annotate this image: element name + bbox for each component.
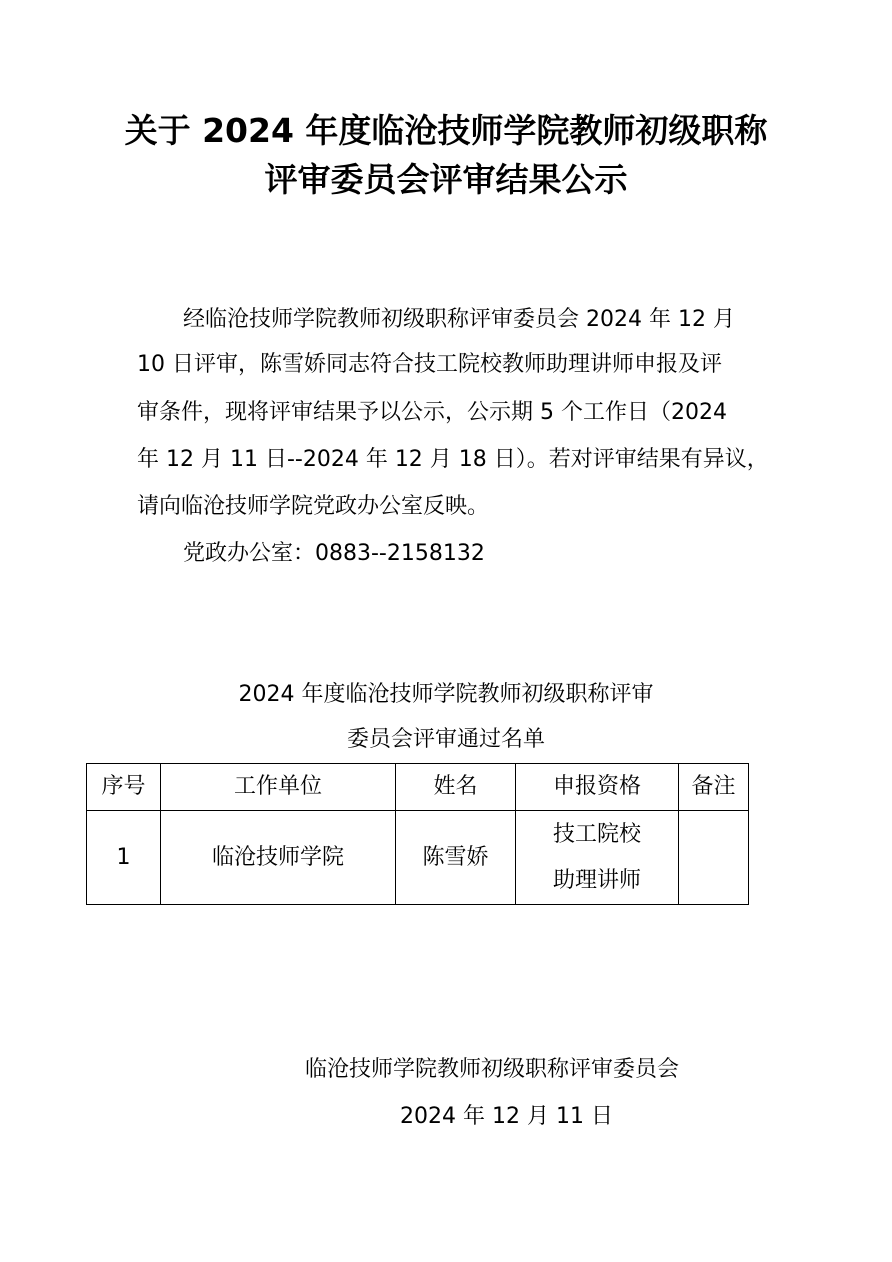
cell-unit: 临沧技师学院: [161, 811, 396, 905]
body-paragraph-line-5: 请向临沧技师学院党政办公室反映。: [137, 494, 490, 519]
header-remark: 备注: [679, 764, 749, 811]
body-paragraph-line-3: 审条件，现将评审结果予以公示，公示期 5 个工作日（2024: [137, 400, 727, 425]
header-qualification: 申报资格: [516, 764, 679, 811]
list-title-line-2: 委员会评审通过名单: [346, 727, 545, 752]
cell-name: 陈雪娇: [396, 811, 516, 905]
signature-organization: 临沧技师学院教师初级职称评审委员会: [305, 1057, 680, 1082]
body-paragraph-line-1: 经临沧技师学院教师初级职称评审委员会 2024 年 12 月: [183, 307, 735, 332]
approved-list-table: [86, 763, 749, 905]
cell-remark: [679, 811, 749, 905]
list-title-line-1: 2024 年度临沧技师学院教师初级职称评审: [238, 682, 654, 707]
header-unit: 工作单位: [161, 764, 396, 811]
cell-qualification: [516, 811, 679, 905]
table-row: [87, 811, 749, 905]
header-name: 姓名: [396, 764, 516, 811]
office-contact: 党政办公室：0883--2158132: [183, 541, 485, 566]
qualification-line-2: 助理讲师: [552, 867, 641, 893]
table-header-row: [87, 764, 749, 811]
body-paragraph-line-4: 年 12 月 11 日--2024 年 12 月 18 日）。若对评审结果有异议，: [137, 447, 769, 472]
document-title-line-2: 评审委员会评审结果公示: [264, 160, 628, 199]
header-no: 序号: [87, 764, 161, 811]
signature-date: 2024 年 12 月 11 日: [400, 1104, 613, 1129]
document-title-line-1: 关于 2024 年度临沧技师学院教师初级职称: [124, 111, 768, 150]
cell-no: 1: [87, 811, 161, 905]
body-paragraph-line-2: 10 日评审，陈雪娇同志符合技工院校教师助理讲师申报及评: [137, 352, 722, 377]
qualification-line-1: 技工院校: [552, 821, 641, 847]
